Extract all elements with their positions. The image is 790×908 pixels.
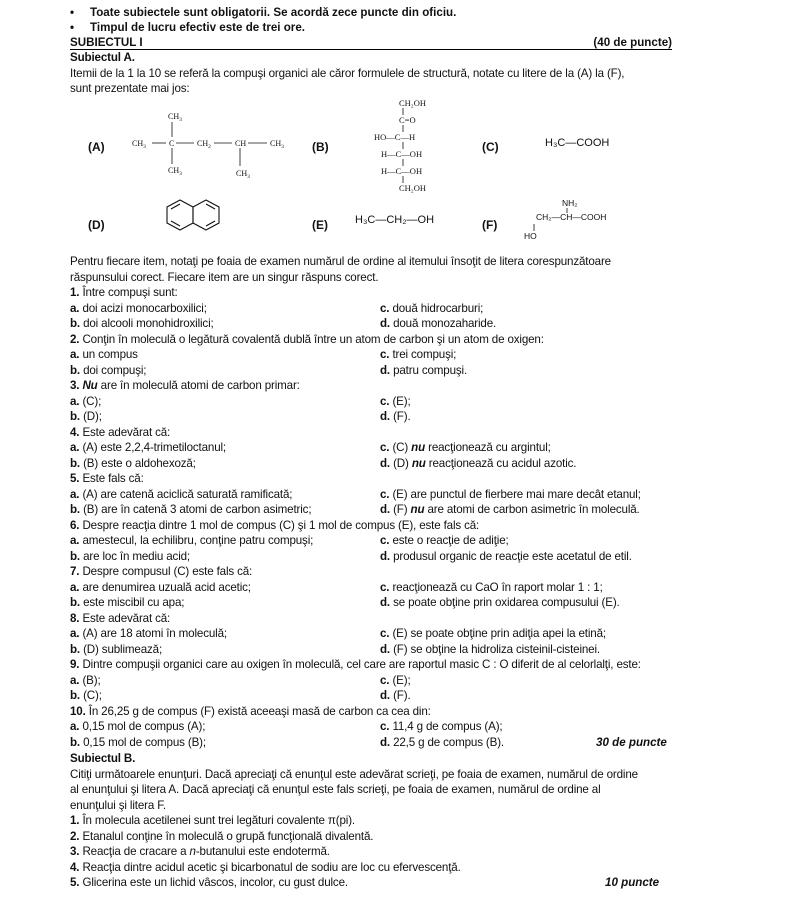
- item-9-option-a: a. (B);: [70, 674, 101, 687]
- item-10-question: 10. În 26,25 g de compus (F) există aceeaşi masă de carbon ca cea din:: [70, 705, 431, 718]
- label-d: (D): [88, 218, 105, 232]
- part-b-intro-2: al enunţului şi litera A. Dacă apreciaţi că enunţul este fals scrieţi, pe foaia de examen, numărul de ordine al: [70, 783, 601, 796]
- part-a-intro-2: sunt prezentate mai jos:: [70, 82, 190, 95]
- item-2-option-b: b. doi compuşi;: [70, 364, 147, 377]
- item-7-option-a: a. are denumirea uzuală acid acetic;: [70, 581, 251, 594]
- label-f: (F): [482, 218, 498, 232]
- item-9-option-c: c. (E);: [380, 674, 411, 687]
- item-6-option-b: b. are loc în mediu acid;: [70, 550, 190, 563]
- item-9-option-b: b. (C);: [70, 689, 102, 702]
- item-10-option-c: c. 11,4 g de compus (A);: [380, 720, 503, 733]
- item-4-option-d: d. (D) nu reacţionează cu acidul azotic.: [380, 457, 577, 470]
- item-1-option-c: c. două hidrocarburi;: [380, 302, 484, 315]
- item-2-option-a: a. un compus: [70, 348, 138, 361]
- svg-text:CH3: $CH_3$: [168, 112, 182, 123]
- item-1-question: 1. Între compuşi sunt:: [70, 286, 178, 299]
- part-a-intro-1: Itemii de la 1 la 10 se referă la compuşi organici ale căror formulele de structură, notate cu litere de la (A) la (F),: [70, 67, 625, 80]
- item-4-option-c: c. (C) nu reacţionează cu argintul;: [380, 441, 551, 454]
- svg-text:C: C: [169, 139, 175, 148]
- item-6-option-a: a. amestecul, la echilibru, conţine patru compuşi;: [70, 534, 314, 547]
- part-a-title: Subiectul A.: [70, 51, 135, 64]
- header-bullet-2: • Timpul de lucru efectiv este de trei ore.: [70, 21, 305, 34]
- item-6-question: 6. Despre reacţia dintre 1 mol de compus (C) şi 1 mol de compus (E), este fals că:: [70, 519, 480, 532]
- label-e: (E): [312, 218, 328, 232]
- item-7-option-d: d. se poate obţine prin oxidarea compusului (E).: [380, 596, 620, 609]
- statement-2: 2. Etanalul conţine în moleculă o grupă funcţională divalentă.: [70, 830, 374, 843]
- statement-1: 1. În molecula acetilenei sunt trei legături covalente π(pi).: [70, 814, 355, 827]
- item-10-option-d: d. 22,5 g de compus (B).: [380, 736, 505, 749]
- item-3-question: 3. Nu are în moleculă atomi de carbon primar:: [70, 379, 300, 392]
- svg-text:CH: CH: [235, 139, 247, 148]
- svg-text:CH3: $CH_3$: [270, 139, 284, 150]
- formula-e: H₃C—CH₂—OH: [355, 214, 435, 226]
- label-b: (B): [312, 140, 329, 154]
- item-7-option-c: c. reacţionează cu CaO în raport molar 1 : 1;: [380, 581, 603, 594]
- subject-title: SUBIECTUL I: [70, 36, 143, 49]
- item-8-option-a: a. (A) are 18 atomi în moleculă;: [70, 627, 227, 640]
- item-2-question: 2. Conţin în moleculă o legătură covalentă dublă între un atom de carbon şi un atom de oxigen:: [70, 333, 544, 346]
- item-3-option-a: a. (C);: [70, 395, 102, 408]
- item-5-question: 5. Este fals că:: [70, 472, 144, 485]
- instructions-1: Pentru fiecare item, notaţi pe foaia de examen numărul de ordine al itemului însoţit de litera corespunzătoare: [70, 255, 611, 268]
- statement-5: 5. Glicerina este un lichid vâscos, incolor, cu gust dulce.: [70, 876, 348, 889]
- item-5-option-b: b. (B) are în catenă 3 atomi de carbon asimetric;: [70, 503, 312, 516]
- svg-text:H—C—OH: H—C—OH: [381, 166, 423, 176]
- item-3-option-b: b. (D);: [70, 410, 102, 423]
- instructions-2: răspunsului corect. Fiecare item are un singur răspuns corect.: [70, 271, 379, 284]
- svg-text:CH₂OH: CH₂OH: [399, 183, 427, 193]
- subject-heading: [70, 36, 672, 50]
- svg-text:NH₂: NH₂: [562, 198, 578, 208]
- item-10-option-b: b. 0,15 mol de compus (B);: [70, 736, 206, 749]
- svg-text:CH₂OH: CH₂OH: [399, 98, 427, 108]
- item-5-option-d: d. (F) nu are atomi de carbon asimetric în moleculă.: [380, 503, 640, 516]
- item-8-option-d: d. (F) se obţine la hidroliza cisteinil-cisteinei.: [380, 643, 600, 656]
- item-8-option-b: b. (D) sublimează;: [70, 643, 163, 656]
- item-8-question: 8. Este adevărat că:: [70, 612, 171, 625]
- svg-text:CH3: $CH_3$: [168, 166, 182, 177]
- item-6-option-d: d. produsul organic de reacţie este acetatul de etil.: [380, 550, 632, 563]
- part-b-intro-3: enunţului şi litera F.: [70, 799, 166, 812]
- svg-text:CH2: $CH_2$: [197, 139, 211, 150]
- item-2-option-c: c. trei compuşi;: [380, 348, 457, 361]
- label-c: (C): [482, 140, 499, 154]
- item-3-option-c: c. (E);: [380, 395, 411, 408]
- item-9-question: 9. Dintre compuşii organici care au oxigen în moleculă, cel care are raportul masic C : O diferit de al celorlalţi, este:: [70, 658, 641, 671]
- formula-d-naphthalene: [165, 194, 231, 242]
- formula-b: [368, 96, 438, 198]
- svg-text:H—C—OH: H—C—OH: [381, 149, 423, 159]
- item-4-option-b: b. (B) este o aldohexoză;: [70, 457, 196, 470]
- item-5-option-c: c. (E) are punctul de fierbere mai mare decât etanul;: [380, 488, 641, 501]
- item-1-option-d: d. două monozaharide.: [380, 317, 497, 330]
- svg-text:CH₂—CH—COOH: CH₂—CH—COOH: [536, 212, 607, 222]
- header-bullet-1: • Toate subiectele sunt obligatorii. Se acordă zece puncte din oficiu.: [70, 6, 456, 19]
- statement-4: 4. Reacţia dintre acidul acetic şi bicarbonatul de sodiu are loc cu efervescenţă.: [70, 861, 461, 874]
- part-b-intro-1: Citiţi următoarele enunţuri. Dacă apreciaţi că enunţul este adevărat scrieţi, pe foaia de examen, numărul de ordine: [70, 768, 638, 781]
- item-4-option-a: a. (A) este 2,2,4-trimetiloctanul;: [70, 441, 226, 454]
- item-5-option-a: a. (A) are catenă aciclică saturată ramificată;: [70, 488, 293, 501]
- item-8-option-c: c. (E) se poate obţine prin adiţia apei la etină;: [380, 627, 606, 640]
- item-7-question: 7. Despre compusul (C) este fals că:: [70, 565, 253, 578]
- subject-points: (40 de puncte): [593, 36, 672, 49]
- formula-c: H₃C—COOH: [545, 137, 610, 149]
- svg-text:HO—C—H: HO—C—H: [374, 132, 416, 142]
- label-a: (A): [88, 140, 105, 154]
- part-b-title: Subiectul B.: [70, 752, 136, 765]
- item-1-option-b: b. doi alcooli monohidroxilici;: [70, 317, 214, 330]
- formula-a: [128, 108, 298, 180]
- part-b-points: 10 puncte: [605, 876, 660, 889]
- item-3-option-d: d. (F).: [380, 410, 411, 423]
- item-6-option-c: c. este o reacţie de adiţie;: [380, 534, 509, 547]
- svg-text:CH3: $CH_3$: [132, 139, 146, 150]
- formula-f: [524, 196, 634, 244]
- statement-3: 3. Reacţia de cracare a n-butanului este endotermă.: [70, 845, 330, 858]
- item-9-option-d: d. (F).: [380, 689, 411, 702]
- item-2-option-d: d. patru compuşi.: [380, 364, 468, 377]
- svg-text:C=O: C=O: [399, 115, 416, 125]
- item-1-option-a: a. doi acizi monocarboxilici;: [70, 302, 207, 315]
- svg-text:HO: HO: [524, 231, 537, 241]
- svg-text:CH3: $CH_3$: [236, 169, 250, 180]
- part-a-points: 30 de puncte: [596, 736, 667, 749]
- item-4-question: 4. Este adevărat că:: [70, 426, 171, 439]
- item-7-option-b: b. este miscibil cu apa;: [70, 596, 185, 609]
- item-10-option-a: a. 0,15 mol de compus (A);: [70, 720, 206, 733]
